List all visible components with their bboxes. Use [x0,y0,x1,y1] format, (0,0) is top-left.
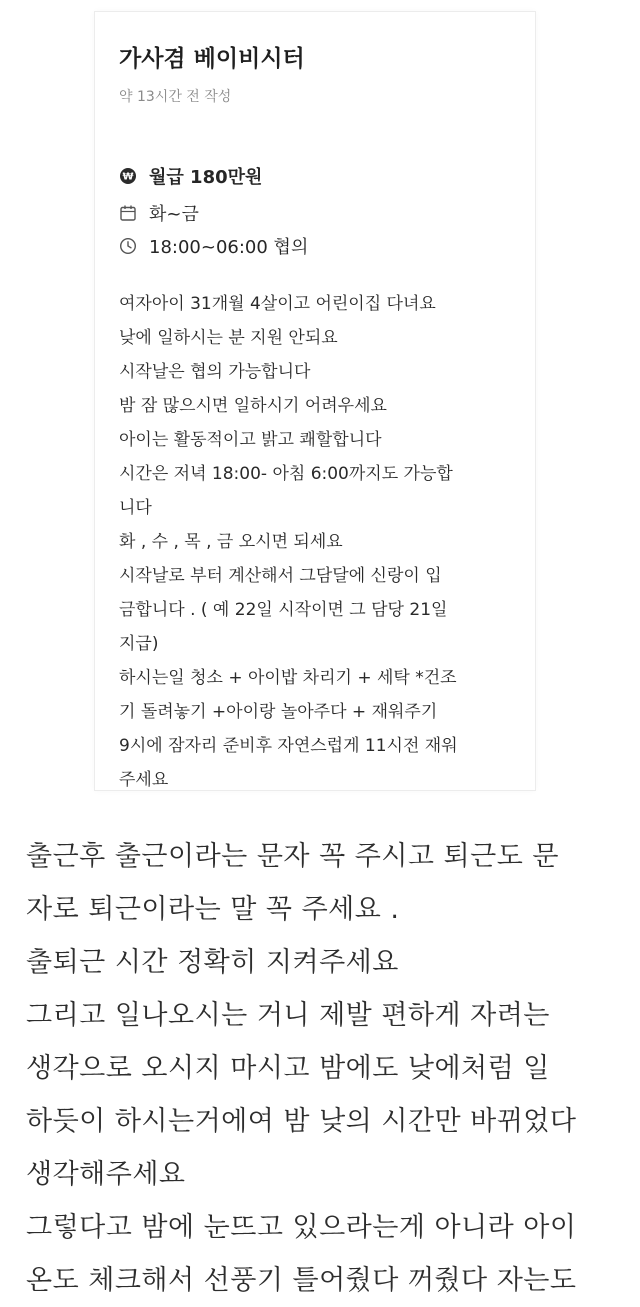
days-text: 화~금 [149,204,199,225]
description-line: 시작날로 부터 계산해서 그담달에 신랑이 입 [119,566,442,586]
description-line: 기 돌려놓기 +아이랑 놀아주다 + 재워주기 [119,702,438,722]
description-line: 여자아이 31개월 4살이고 어린이집 다녀요 [119,294,436,314]
zoomed-line: 생각으로 오시지 마시고 밤에도 낮에처럼 일 [26,1053,550,1084]
zoomed-line: 그리고 일나오시는 거니 제발 편하게 자려는 [26,1000,550,1031]
won-coin-icon [119,167,137,185]
description-line: 시작날은 협의 가능합니다 [119,362,311,382]
zoomed-description [26,830,626,1307]
description-line: 화 , 수 , 목 , 금 오시면 되세요 [119,532,343,552]
salary-row [119,164,262,188]
zoomed-line: 출근후 출근이라는 문자 꼭 주시고 퇴근도 문 [26,841,559,872]
description-line: 하시는일 청소 + 아이밥 차리기 + 세탁 *건조 [119,668,457,688]
description-line: 지급) [119,634,159,654]
svg-text:₩: ₩ [122,171,134,183]
zoomed-line: 자로 퇴근이라는 말 꼭 주세요 . [26,894,400,925]
description-line: 시간은 저녁 18:00- 아침 6:00까지도 가능합 [119,464,453,484]
zoomed-line: 그렇다고 밤에 눈뜨고 있으라는게 아니라 아이 [26,1212,577,1243]
description-line: 밤 잠 많으시면 일하시기 어려우세요 [119,396,387,416]
clock-icon [119,237,137,255]
zoomed-line: 출퇴근 시간 정확히 지켜주세요 [26,947,399,978]
zoomed-line: 하듯이 하시는거에여 밤 낮의 시간만 바뀌었다 [26,1106,577,1137]
description-line: 아이는 활동적이고 밝고 쾌할합니다 [119,430,382,450]
description-line: 9시에 잠자리 준비후 자연스럽게 11시전 재워 [119,736,458,756]
posted-time: 약 13시간 전 작성 [119,89,232,105]
description-line: 낮에 일하시는 분 지원 안되요 [119,328,338,348]
posting-title: 가사겸 베이비시터 [119,46,305,72]
description-line: 주세요 [119,770,169,790]
calendar-icon [119,204,137,222]
hours-row [119,234,308,258]
posting-description [119,287,529,797]
zoomed-line: 생각해주세요 [26,1159,186,1190]
hours-text: 18:00~06:00 협의 [149,237,309,258]
description-line: 니다 [119,498,152,518]
zoomed-line: 온도 체크해서 선풍기 틀어줬다 꺼줬다 자는도 [26,1265,577,1296]
description-line: 금합니다 . ( 예 22일 시작이면 그 담당 21일 [119,600,448,620]
salary-text: 월급 180만원 [149,167,263,188]
job-posting-card [95,12,535,790]
days-row [119,201,199,225]
